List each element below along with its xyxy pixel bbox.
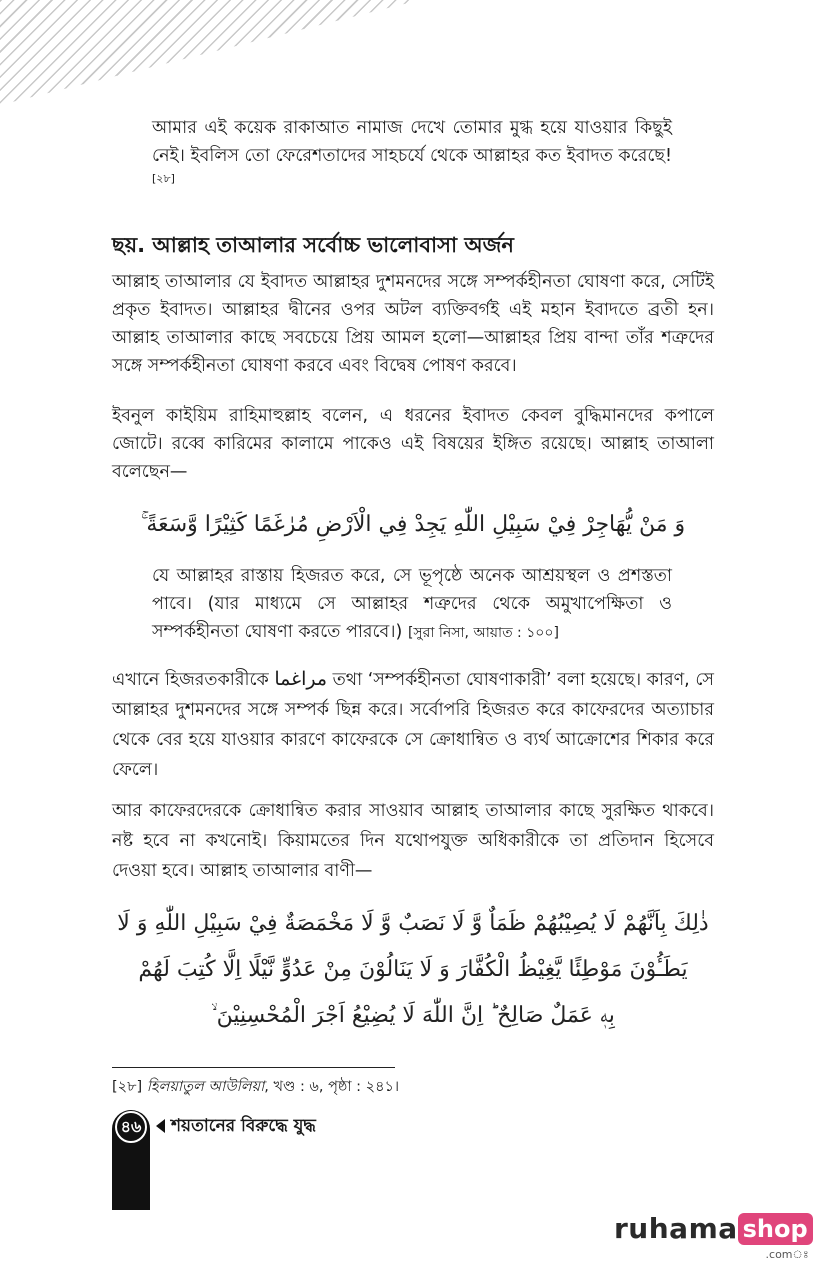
paragraph-3-part-1: এখানে হিজরতকারীকে: [112, 670, 269, 690]
intro-text: আমার এই কয়েক রাকাআত নামাজ দেখে তোমার মুগ্ধ হয়ে যাওয়ার কিছুই নেই। ইবলিস তো ফেরেশতাদের সাহচর্যে থেকে আল্লাহর কত ইবাদত করেছে!: [152, 118, 672, 166]
page-number: ৪৬: [115, 1111, 147, 1143]
translation-text: যে আল্লাহর রাস্তায় হিজরত করে, সে ভূপৃষ্ঠে অনেক আশ্রয়স্থল ও প্রশস্ততা পাবে। (যার মাধ্যমে সে আল্লাহর শত্রুদের থেকে অমুখাপেক্ষিতা ও সম্পর্কহীনতা ঘোষণা করতে পারবে।): [152, 566, 672, 642]
paragraph-4: আর কাফেরদেরকে ক্রোধান্বিত করার সাওয়াব আল্লাহ তাআলার কাছে সুরক্ষিত থাকবে। নষ্ট হবে না কখনোই। কিয়ামতের দিন যথোপযুক্ত অধিকারীকে তা প্রতিদান হিসেবে দেওয়া হবে। আল্লাহ তাআলার বাণী—: [112, 801, 714, 881]
intro-paragraph: [152, 114, 672, 198]
paragraph-1: আল্লাহ তাআলার যে ইবাদত আল্লাহর দুশমনদের সঙ্গে সম্পর্কহীনতা ঘোষণা করে, সেটিই প্রকৃত ইবাদত। আল্লাহর দ্বীনের ওপর অটল ব্যক্তিবর্গই এই মহান ইবাদতে ব্রতী হন। আল্লাহ তাআলার কাছে সবচেয়ে প্রিয় আমল হলো—আল্লাহর প্রিয় বান্দা তাঁর শত্রুদের সঙ্গে সম্পর্কহীনতা ঘোষণা করবে এবং বিদ্বেষ পোষণ করবে।: [112, 272, 714, 376]
footnote-divider: [112, 1067, 395, 1068]
logo-shop-badge: shop: [738, 1213, 813, 1245]
paragraph-3: [112, 664, 714, 785]
arabic-verse-1: وَ مَنْ يُّهَاجِرْ فِيْ سَبِيْلِ اللّٰهِ يَجِدْ فِي الْاَرْضِ مُرٰغَمًا كَثِيْرًا وَّسَعَةً ۚ: [140, 512, 686, 537]
corner-stripes-decoration: [0, 0, 420, 105]
section-heading: ছয়. আল্লাহ তাআলার সর্বোচ্চ ভালোবাসা অর্জন: [112, 233, 514, 257]
inline-arabic-word: مراغما: [274, 668, 328, 690]
paragraph-3-part-2: তথা ‘সম্পর্কহীনতা ঘোষণাকারী’ বলা হয়েছে। কারণ, সে আল্লাহর দুশমনদের সঙ্গে সম্পর্ক ছিন্ন করে। সর্বোপরি হিজরত করে কাফেরদের অত্যাচার থেকে বের হয়ে যাওয়ার কারণে কাফেরকে সে ক্রোধান্বিত ও ব্যর্থ আক্রোশের শিকার করে ফেলে।: [112, 670, 714, 780]
triangle-left-icon: [156, 1119, 165, 1133]
running-header: [156, 1114, 316, 1138]
running-title: শয়তানের বিরুদ্ধে যুদ্ধ: [171, 1116, 316, 1136]
footnote: [112, 1076, 399, 1098]
arabic-verse-2-line-1: ذٰلِكَ بِاَنَّهُمْ لَا يُصِيْبُهُمْ ظَمَاٌ وَّ لَا نَصَبٌ وَّ لَا مَخْمَصَةٌ فِيْ سَبِيْلِ اللّٰهِ وَ لَا: [117, 911, 709, 936]
footnote-source: হিলয়াতুল আউলিয়া: [146, 1079, 265, 1095]
logo-name: ruhama: [614, 1212, 738, 1245]
translation-1: [152, 562, 672, 647]
footnote-details: , খণ্ড : ৬, পৃষ্ঠা : ২৪১।: [264, 1079, 400, 1095]
logo-domain: .comঃ: [765, 1248, 809, 1261]
page-number-badge: [112, 1110, 150, 1144]
footnote-number: [২৮]: [112, 1079, 143, 1095]
ruhama-shop-logo: [614, 1212, 813, 1261]
verse-reference: [সুরা নিসা, আয়াত : ১০০]: [407, 625, 559, 641]
arabic-verse-2-line-3: بِهٖ عَمَلٌ صَالِحٌ ؕ اِنَّ اللّٰهَ لَا يُضِيْعُ اَجْرَ الْمُحْسِنِيْنَ ۙ: [211, 1003, 615, 1028]
paragraph-2: ইবনুল কাইয়িম রাহিমাহুল্লাহ বলেন, এ ধরনের ইবাদত কেবল বুদ্ধিমানদের কপালে জোটে। রব্বে কারিমের কালামে পাকেও এই বিষয়ের ইঙ্গিত রয়েছে। আল্লাহ তাআলা বলেছেন—: [112, 406, 714, 482]
footnote-ref: [২৮]: [152, 172, 175, 186]
arabic-verse-2-line-2: يَطَـُٔوْنَ مَوْطِئًا يَّغِيْظُ الْكُفَّارَ وَ لَا يَنَالُوْنَ مِنْ عَدُوٍّ نَّيْلًا اِلَّا كُتِبَ لَهُمْ: [138, 957, 688, 982]
